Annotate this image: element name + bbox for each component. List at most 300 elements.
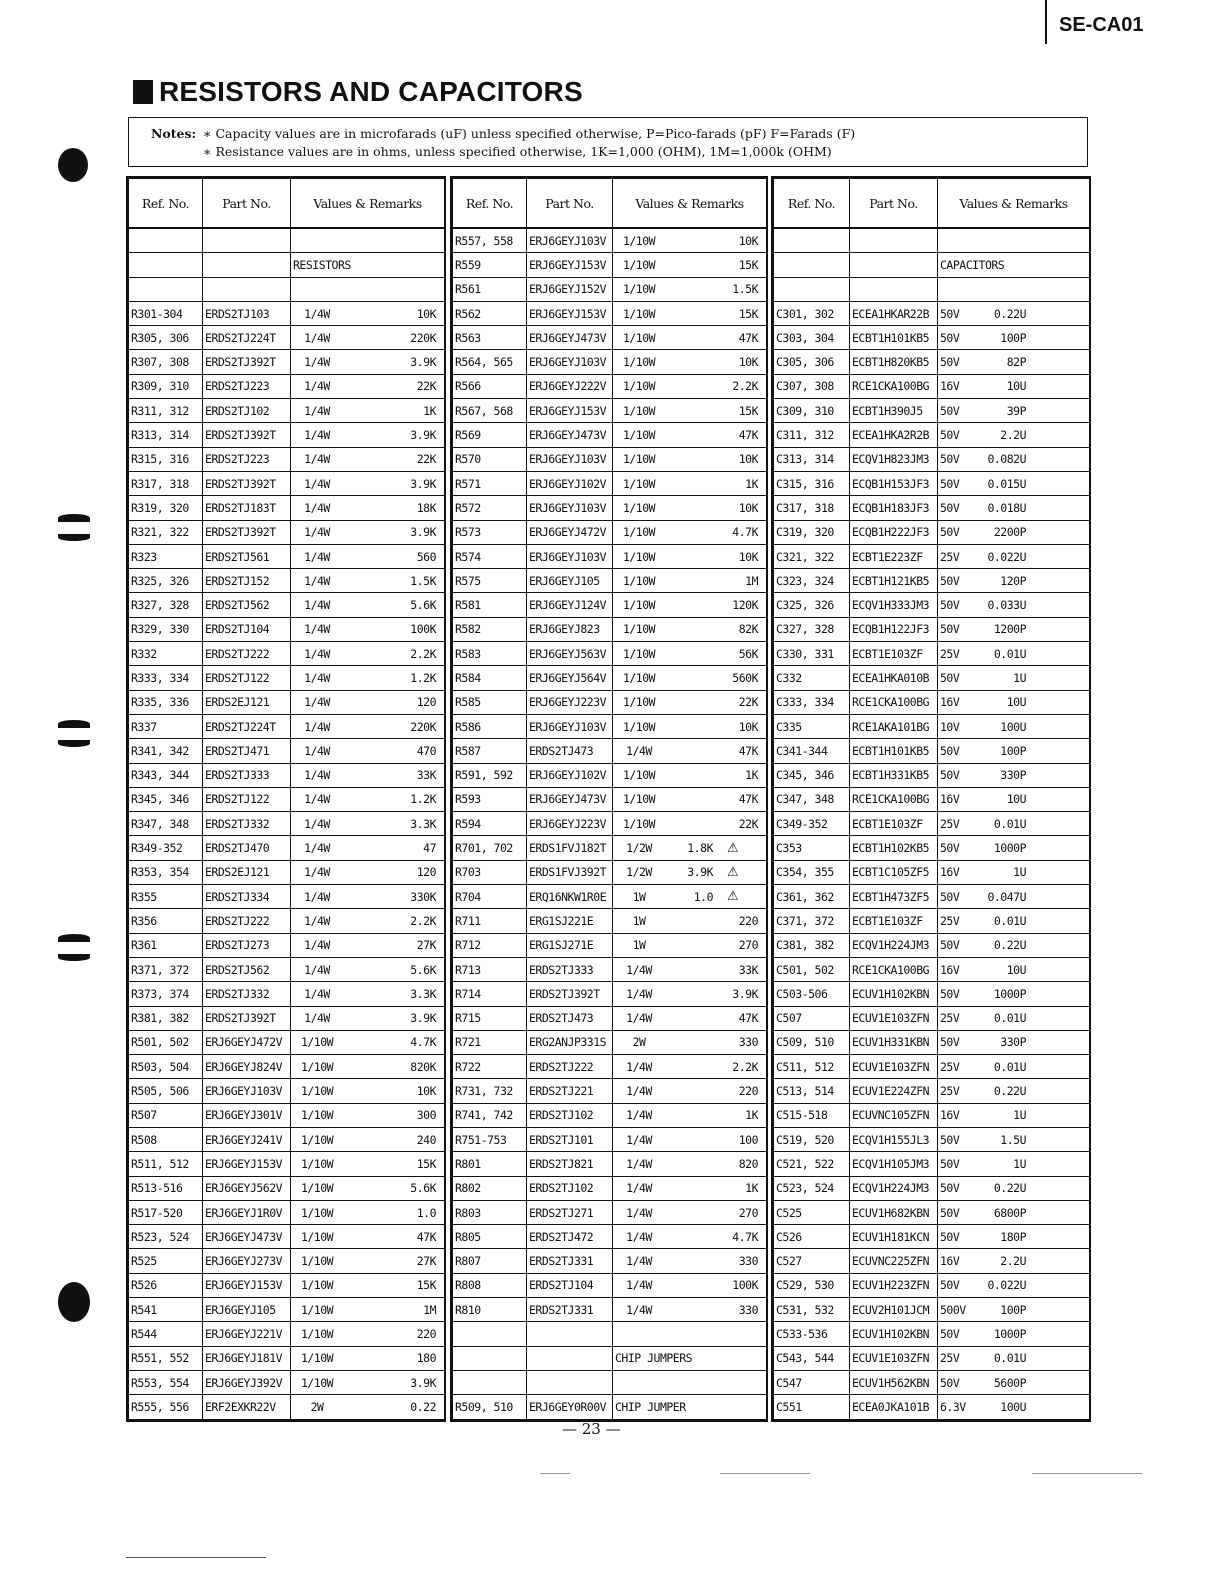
table-row [453,1176,767,1200]
part-no-cell: ECEA1HKA2R2B [850,423,938,447]
part-no-cell: ERJ6GEYJ153V [203,1273,291,1297]
part-no-cell: ECBT1H101KB5 [850,326,938,350]
ref-no-cell: C330, 331 [774,642,850,666]
ref-no-cell: R574 [453,544,527,568]
table-row [129,933,445,957]
nominal-value: 1K [745,476,758,491]
nominal-value: 2.2K [410,646,436,661]
rating-value: 1/10W [622,500,656,515]
part-no-cell: ERDS1FVJ392T [527,860,613,884]
binder-mark [58,740,90,747]
ref-no-cell: R505, 506 [129,1079,203,1103]
values-cell [613,933,767,957]
table-row [129,374,445,398]
table-row [453,228,767,253]
table-row [129,982,445,1006]
rating-value: 1/4W [626,1132,652,1147]
values-cell [291,1370,445,1394]
part-no-cell: ECUV1H223ZFN [850,1273,938,1297]
ref-no-cell: C551 [774,1395,850,1419]
rating-value: 1/10W [622,525,656,540]
ref-no-cell: R583 [453,642,527,666]
ref-no-cell: R541 [129,1298,203,1322]
values-cell [291,1225,445,1249]
part-no-cell: ERDS2EJ121 [203,690,291,714]
ref-no-cell: R353, 354 [129,860,203,884]
part-no-cell: ERJ6GEYJ152V [527,277,613,301]
part-no-cell: ERDS2TJ392T [203,1006,291,1030]
table-row [453,1273,767,1297]
rating-value: 50V [940,452,960,467]
rating-value: 1/4W [304,768,330,783]
ref-no-cell: R551, 552 [129,1346,203,1370]
part-no-cell: ECBT1C105ZF5 [850,860,938,884]
table-row [774,1176,1090,1200]
part-no-cell: ERDS2TJ224T [203,326,291,350]
nominal-value: 3.9K [410,1011,436,1026]
nominal-value: 1U [1013,865,1026,880]
part-no-cell: ERDS2TJ222 [203,642,291,666]
values-cell [613,763,767,787]
values-cell [291,1200,445,1224]
values-cell [938,666,1090,690]
part-no-cell: ECUV1H331KBN [850,1030,938,1054]
values-cell [613,399,767,423]
nominal-value: 560K [732,670,758,685]
ref-no-cell: C345, 346 [774,763,850,787]
values-cell [291,1395,445,1419]
part-no-cell: ECUV1H102KBN [850,982,938,1006]
part-no-cell: ERDS2TJ223 [203,374,291,398]
nominal-value: 2.2U [1000,428,1026,443]
values-cell [613,350,767,374]
rating-value: 1W [632,938,646,953]
rating-value: 1W [632,889,646,904]
rating-value: 50V [940,986,960,1001]
part-no-cell: ECBT1E223ZF [850,544,938,568]
rating-value: 50V [940,622,960,637]
nominal-value: 100P [1000,743,1026,758]
table-row [453,423,767,447]
nominal-value: 240 [416,1132,436,1147]
values-cell [938,1006,1090,1030]
table-row [129,471,445,495]
values-cell [613,374,767,398]
ref-no-cell: R807 [453,1249,527,1273]
values-cell [291,253,445,277]
ref-no-cell: R544 [129,1322,203,1346]
nominal-value: 3.3K [410,986,436,1001]
values-cell [613,1006,767,1030]
values-cell [938,763,1090,787]
values-cell [938,496,1090,520]
values-cell [291,957,445,981]
ref-no-cell: R563 [453,326,527,350]
table-row [774,860,1090,884]
ref-no-cell: R566 [453,374,527,398]
values-cell [938,885,1090,909]
part-no-cell: ERDS2TJ183T [203,496,291,520]
nominal-value: 270 [738,938,758,953]
table-row [453,326,767,350]
table-row [453,1030,767,1054]
values-cell [291,1006,445,1030]
nominal-value: 100 [738,1132,758,1147]
nominal-value: 220K [410,719,436,734]
ref-no-cell: R594 [453,812,527,836]
values-cell [938,1200,1090,1224]
ref-no-cell: R801 [453,1152,527,1176]
values-cell [938,1176,1090,1200]
values-cell [291,885,445,909]
section-label: RESISTORS [293,257,351,272]
values-cell [938,350,1090,374]
part-no-cell: ECBT1H390J5 [850,399,938,423]
part-no-cell: ERJ6GEYJ223V [527,690,613,714]
part-no-cell: ERJ6GEYJ221V [203,1322,291,1346]
part-no-cell: ECQV1H155JL3 [850,1127,938,1151]
rating-value: 1/4W [626,1108,652,1123]
table-row [453,447,767,471]
values-cell [613,1030,767,1054]
ref-no-cell: R711 [453,909,527,933]
table-row [774,690,1090,714]
ref-no-cell: C301, 302 [774,301,850,325]
values-cell [938,277,1090,301]
table-row [774,763,1090,787]
nominal-value: 10K [738,452,758,467]
rating-value: 50V [940,500,960,515]
part-no-cell: ERDS2EJ121 [203,860,291,884]
values-cell [613,253,767,277]
table-row [453,1127,767,1151]
table-row [453,860,767,884]
ref-no-cell: R569 [453,423,527,447]
rating-value: 50V [940,1205,960,1220]
values-cell [613,1200,767,1224]
table-row [774,1152,1090,1176]
table-row [774,471,1090,495]
table-row [774,666,1090,690]
values-cell [613,617,767,641]
rating-value: 50V [940,1375,960,1390]
values-cell [938,399,1090,423]
rating-value: 2W [310,1399,324,1414]
ref-no-cell: C315, 316 [774,471,850,495]
part-no-cell [850,277,938,301]
part-no-cell: ECQB1H153JF3 [850,471,938,495]
table-row [453,885,767,909]
part-no-cell: ERDS2TJ104 [203,617,291,641]
ref-no-cell: R587 [453,739,527,763]
nominal-value: 0.22U [993,938,1026,953]
ref-no-cell: C307, 308 [774,374,850,398]
nominal-value: 10U [1006,792,1026,807]
nominal-value: 47K [738,792,758,807]
ref-no-cell: R337 [129,714,203,738]
ref-no-cell: R313, 314 [129,423,203,447]
values-cell [938,301,1090,325]
binder-mark [58,514,90,522]
ref-no-cell: C507 [774,1006,850,1030]
rating-value: 16V [940,865,960,880]
nominal-value: 0.047U [987,889,1026,904]
table-row [129,1370,445,1394]
part-no-cell: ERJ6GEYJ103V [527,447,613,471]
values-cell [613,714,767,738]
table-row [129,1395,445,1419]
ref-no-cell: R345, 346 [129,787,203,811]
nominal-value: 1.5U [1000,1132,1026,1147]
values-cell [291,423,445,447]
values-cell [613,1176,767,1200]
values-cell [613,326,767,350]
table-row [129,1055,445,1079]
rating-value: 1/10W [622,792,656,807]
part-no-cell: ERDS2TJ104 [527,1273,613,1297]
part-no-cell: ERDS2TJ103 [203,301,291,325]
table-row [774,714,1090,738]
ref-no-cell: C333, 334 [774,690,850,714]
table-row [129,253,445,277]
values-cell [291,399,445,423]
nominal-value: 0.22 [410,1399,436,1414]
part-no-cell: ECEA1HKAR22B [850,301,938,325]
table-row [129,1298,445,1322]
ref-no-cell: R704 [453,885,527,909]
nominal-value: 10K [738,355,758,370]
ref-no-cell: R808 [453,1273,527,1297]
nominal-value: 4.7K [732,525,758,540]
ref-no-cell: R585 [453,690,527,714]
section-label: CHIP JUMPERS [615,1351,693,1366]
ref-no-cell: C335 [774,714,850,738]
rating-value: 50V [940,330,960,345]
rating-value: 1/4W [626,1084,652,1099]
nominal-value: 22K [738,695,758,710]
values-cell [938,690,1090,714]
rating-value: 1/10W [622,306,656,321]
notes-line-2: ∗ Resistance values are in ohms, unless specified otherwise, 1K=1,000 (OHM), 1M=1,000k (OHM) [203,144,832,159]
part-no-cell: RCE1CKA100BG [850,957,938,981]
ref-no-cell: R323 [129,544,203,568]
rating-value: 1/4W [626,1205,652,1220]
values-cell [613,1152,767,1176]
rating-value: 50V [940,476,960,491]
part-no-cell: ECUV1E103ZFN [850,1006,938,1030]
values-cell [938,520,1090,544]
rating-value: 25V [940,1084,960,1099]
table-row [453,812,767,836]
values-cell [291,301,445,325]
rating-value: 1/4W [304,646,330,661]
nominal-value: 300 [416,1108,436,1123]
rating-value: 1/10W [622,622,656,637]
nominal-value: 100P [1000,330,1026,345]
table-row [774,1055,1090,1079]
ref-no-cell: R356 [129,909,203,933]
nominal-value: 470 [416,743,436,758]
part-no-cell: ERDS2TJ332 [203,812,291,836]
table-row [453,1298,767,1322]
ref-no-cell [129,277,203,301]
part-no-cell: ECEA0JKA101B [850,1395,938,1419]
part-no-cell: ERJ6GEYJ105 [203,1298,291,1322]
values-cell [613,1370,767,1394]
values-cell [613,812,767,836]
binder-hole [58,1282,90,1322]
ref-no-cell: C533-536 [774,1322,850,1346]
values-cell [291,1055,445,1079]
rating-value: 16V [940,792,960,807]
part-no-cell: ERDS2TJ101 [527,1127,613,1151]
values-cell [613,1395,767,1419]
values-cell [938,423,1090,447]
values-cell [613,860,767,884]
rating-value: 25V [940,1059,960,1074]
header-values-remarks: Values & Remarks [291,179,445,229]
notes-box [128,117,1088,167]
rating-value: 1/4W [304,428,330,443]
part-no-cell: ECBT1H101KB5 [850,739,938,763]
table-row [129,739,445,763]
nominal-value: 22K [416,452,436,467]
parts-table [128,178,445,1420]
ref-no-cell: C354, 355 [774,860,850,884]
nominal-value: 82P [1006,355,1026,370]
rating-value: 50V [940,403,960,418]
values-cell [291,520,445,544]
nominal-value: 1.0 [693,889,713,904]
values-cell [291,617,445,641]
rating-value: 1/2W [626,841,652,856]
table-row [453,1370,767,1394]
table-row [453,1225,767,1249]
rating-value: 1/10W [300,1035,334,1050]
table-header-row [453,179,767,229]
values-cell [291,1030,445,1054]
ref-no-cell: C526 [774,1225,850,1249]
ref-no-cell: R509, 510 [453,1395,527,1419]
table-row [774,933,1090,957]
table-row [774,399,1090,423]
values-cell [291,277,445,301]
table-row [774,277,1090,301]
table-row [774,544,1090,568]
ref-no-cell: R713 [453,957,527,981]
ref-no-cell: R332 [129,642,203,666]
part-no-cell [203,253,291,277]
rating-value: 1/4W [304,792,330,807]
ref-no-cell: R508 [129,1127,203,1151]
ref-no-cell: R582 [453,617,527,641]
part-no-cell: ERJ6GEYJ1R0V [203,1200,291,1224]
values-cell [938,933,1090,957]
ref-no-cell: R553, 554 [129,1370,203,1394]
part-no-cell: ECUVNC105ZFN [850,1103,938,1127]
rating-value: 1/4W [304,938,330,953]
nominal-value: 15K [738,403,758,418]
part-no-cell: ERJ6GEYJ103V [527,496,613,520]
table-row [774,569,1090,593]
rating-value: 1/10W [622,452,656,467]
values-cell [291,787,445,811]
part-no-cell: ERJ6GEYJ562V [203,1176,291,1200]
rating-value: 1/10W [300,1327,334,1341]
values-cell [291,1273,445,1297]
nominal-value: 10U [1006,379,1026,394]
part-no-cell: ERJ6GEYJ223V [527,812,613,836]
ref-no-cell: C323, 324 [774,569,850,593]
values-cell [291,812,445,836]
rating-value: 1/10W [300,1302,334,1317]
rating-value: 50V [940,1035,960,1050]
nominal-value: 3.9K [410,476,436,491]
nominal-value: 0.022U [987,1278,1026,1293]
table-row [774,520,1090,544]
values-cell [613,1103,767,1127]
rating-value: 1/4W [304,452,330,467]
ref-no-cell: R701, 702 [453,836,527,860]
table-row [774,812,1090,836]
nominal-value: 820K [410,1059,436,1074]
table-row [453,374,767,398]
table-row [129,787,445,811]
ref-no-cell: R703 [453,860,527,884]
nominal-value: 3.9K [410,355,436,370]
rating-value: 1/4W [626,1254,652,1269]
rating-value: 1/10W [300,1108,334,1123]
ref-no-cell: R355 [129,885,203,909]
table-row [129,1152,445,1176]
part-no-cell: ECEA1HKA010B [850,666,938,690]
values-cell [938,447,1090,471]
safety-warning-icon: ⚠ [727,889,739,905]
ref-no-cell [453,1346,527,1370]
table-row [453,1103,767,1127]
nominal-value: 2.2K [410,913,436,928]
rating-value: 1/2W [626,865,652,880]
ref-no-cell: R507 [129,1103,203,1127]
table-row [774,593,1090,617]
nominal-value: 15K [416,1156,436,1171]
ref-no-cell: R567, 568 [453,399,527,423]
nominal-value: 1000P [993,986,1026,1001]
part-no-cell: ERJ6GEYJ105 [527,569,613,593]
ref-no-cell [453,1322,527,1346]
table-row [774,642,1090,666]
table-row [453,1200,767,1224]
values-cell [938,1322,1090,1346]
binder-mark [58,954,90,961]
nominal-value: 100K [732,1278,758,1293]
table-row [774,787,1090,811]
values-cell [291,739,445,763]
rating-value: 25V [940,1011,960,1026]
ref-no-cell: C311, 312 [774,423,850,447]
rating-value: 1/4W [304,355,330,370]
table-row [774,1079,1090,1103]
table-row [774,301,1090,325]
values-cell [613,909,767,933]
rating-value: 1/10W [300,1156,334,1171]
ref-no-cell: R581 [453,593,527,617]
values-cell [938,544,1090,568]
values-cell [291,496,445,520]
table-row [453,253,767,277]
nominal-value: 0.01U [993,646,1026,661]
nominal-value: 3.9K [410,525,436,540]
